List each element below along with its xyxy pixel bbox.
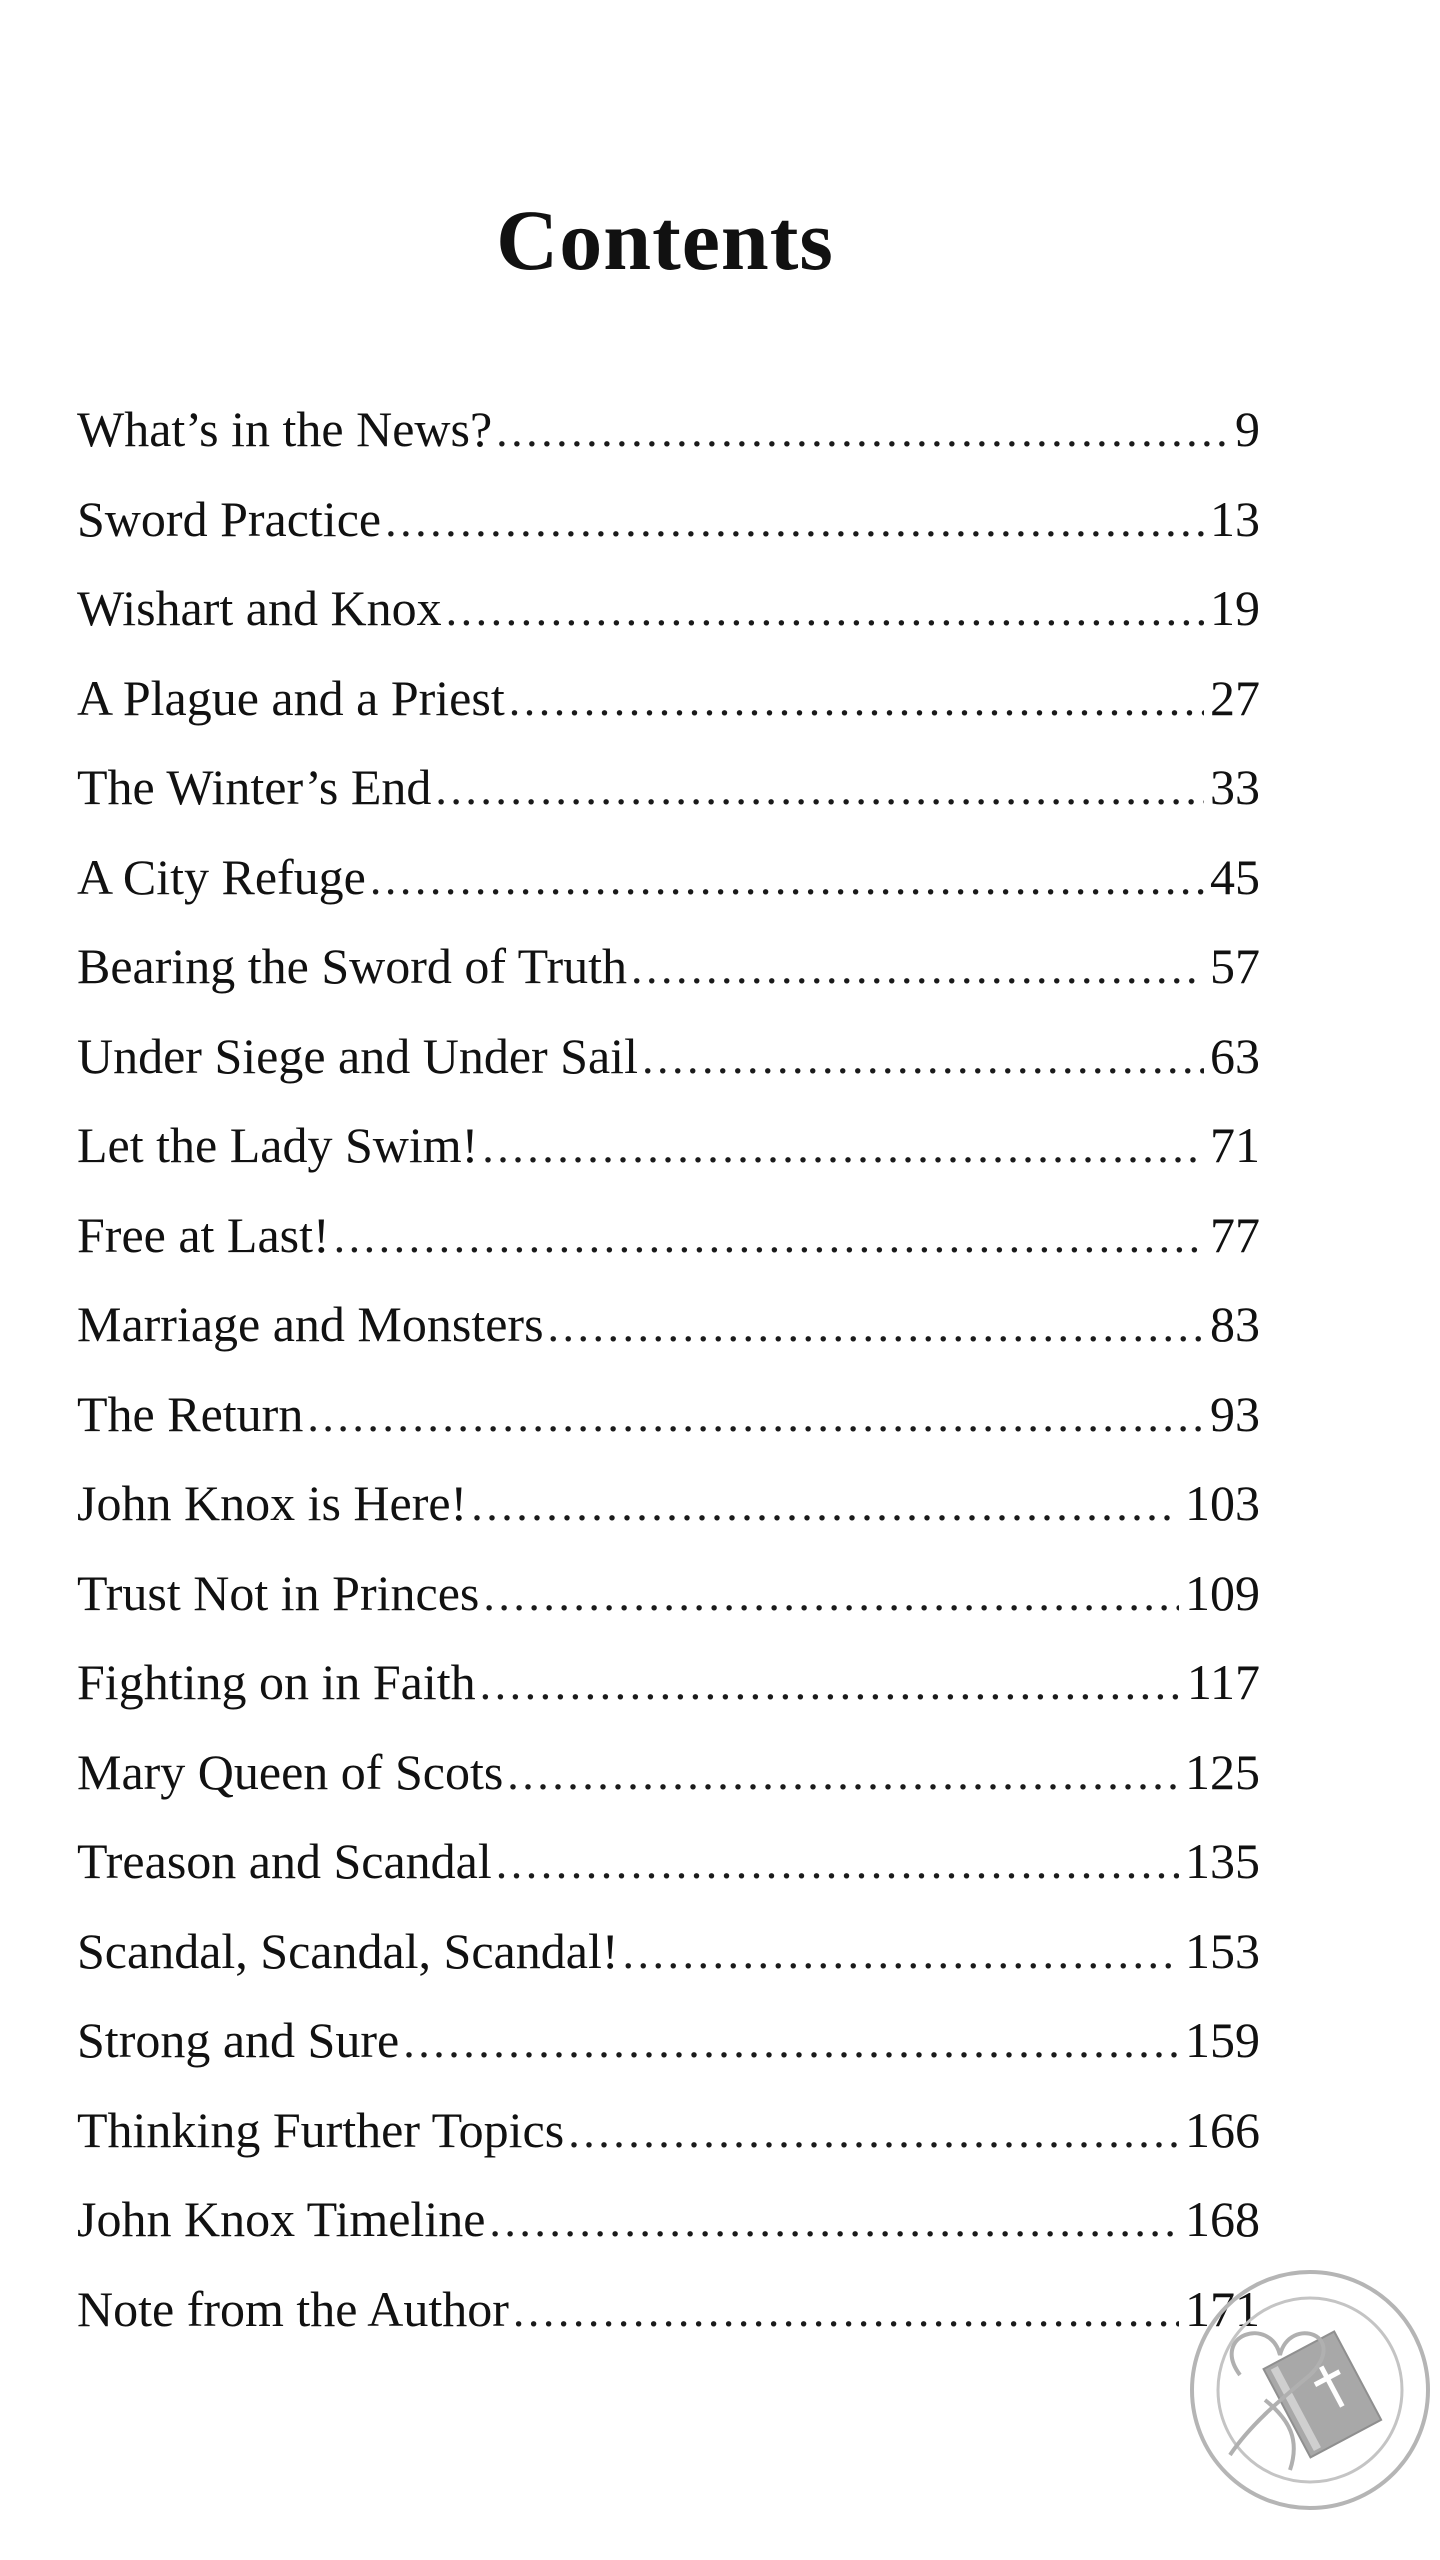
toc-entry xyxy=(77,2175,1260,2265)
dot-leader xyxy=(507,1729,1179,1819)
toc-entry-page: 27 xyxy=(1210,669,1260,726)
toc-entry xyxy=(77,1817,1260,1907)
toc-entry-title: Trust Not in Princes xyxy=(77,1564,480,1621)
dot-leader xyxy=(622,1908,1179,1998)
toc-entry-page: 168 xyxy=(1185,2191,1260,2247)
dot-leader xyxy=(483,1550,1179,1640)
toc-entry-page: 109 xyxy=(1185,1564,1260,1621)
dot-leader xyxy=(642,1013,1204,1103)
toc-entry-title: The Return xyxy=(77,1385,304,1442)
toc-entry-page: 45 xyxy=(1210,848,1260,905)
table-of-contents xyxy=(77,385,1260,2354)
toc-entry-page: 71 xyxy=(1210,1117,1260,1173)
dot-leader xyxy=(370,834,1204,924)
toc-entry-title: Fighting on in Faith xyxy=(77,1654,476,1710)
toc-entry-title: What’s in the News? xyxy=(77,401,493,457)
toc-entry-page: 9 xyxy=(1235,401,1260,457)
toc-entry-title: Bearing the Sword of Truth xyxy=(77,938,627,994)
toc-entry xyxy=(77,385,1260,475)
toc-entry-page: 83 xyxy=(1210,1296,1260,1352)
toc-entry xyxy=(77,1191,1260,1281)
toc-entry-page: 77 xyxy=(1210,1206,1260,1263)
dot-leader xyxy=(568,2087,1179,2177)
toc-entry-title: John Knox is Here! xyxy=(77,1475,468,1531)
dot-leader xyxy=(435,744,1204,834)
toc-entry-title: The Winter’s End xyxy=(77,759,432,815)
toc-entry xyxy=(77,1907,1260,1997)
toc-entry-page: 166 xyxy=(1185,2101,1260,2158)
dot-leader xyxy=(480,1639,1181,1729)
toc-entry-title: Treason and Scandal xyxy=(77,1833,492,1889)
toc-entry xyxy=(77,1012,1260,1102)
dot-leader xyxy=(334,1192,1204,1282)
toc-entry xyxy=(77,922,1260,1012)
toc-entry-title: A Plague and a Priest xyxy=(77,669,505,726)
toc-entry-page: 159 xyxy=(1185,2012,1260,2068)
toc-entry xyxy=(77,1996,1260,2086)
toc-entry xyxy=(77,1280,1260,1370)
dot-leader xyxy=(471,1460,1179,1550)
dot-leader xyxy=(482,1102,1204,1192)
toc-entry-page: 153 xyxy=(1185,1922,1260,1979)
dot-leader xyxy=(548,1281,1204,1371)
toc-entry-page: 125 xyxy=(1185,1743,1260,1800)
toc-entry-title: Sword Practice xyxy=(77,490,382,547)
toc-entry xyxy=(77,564,1260,654)
toc-entry-page: 117 xyxy=(1186,1654,1260,1710)
toc-entry-title: Free at Last! xyxy=(77,1206,330,1263)
toc-entry-page: 19 xyxy=(1210,580,1260,636)
dot-leader xyxy=(385,476,1204,566)
toc-entry xyxy=(77,833,1260,923)
toc-entry xyxy=(77,475,1260,565)
toc-entry-title: Scandal, Scandal, Scandal! xyxy=(77,1922,619,1979)
toc-entry xyxy=(77,654,1260,744)
toc-entry xyxy=(77,1549,1260,1639)
toc-entry xyxy=(77,1728,1260,1818)
dot-leader xyxy=(496,386,1229,476)
watermark-stamp-icon xyxy=(1170,2225,1440,2525)
toc-entry-title: Mary Queen of Scots xyxy=(77,1743,504,1800)
toc-entry-page: 103 xyxy=(1185,1475,1260,1531)
dot-leader xyxy=(513,2266,1179,2356)
toc-entry-title: John Knox Timeline xyxy=(77,2191,486,2247)
toc-entry xyxy=(77,2086,1260,2176)
toc-entry-page: 57 xyxy=(1210,938,1260,994)
toc-entry-title: A City Refuge xyxy=(77,848,366,905)
toc-entry-title: Let the Lady Swim! xyxy=(77,1117,479,1173)
toc-entry-title: Thinking Further Topics xyxy=(77,2101,565,2158)
toc-entry-page: 93 xyxy=(1210,1385,1260,1442)
toc-entry xyxy=(77,1370,1260,1460)
dot-leader xyxy=(509,655,1204,745)
toc-entry-page: 63 xyxy=(1210,1027,1260,1084)
toc-entry-page: 135 xyxy=(1185,1833,1260,1889)
dot-leader xyxy=(446,565,1204,655)
dot-leader xyxy=(496,1818,1179,1908)
toc-entry xyxy=(77,1638,1260,1728)
toc-entry-title: Strong and Sure xyxy=(77,2012,400,2068)
toc-entry xyxy=(77,2265,1260,2355)
toc-entry-title: Under Siege and Under Sail xyxy=(77,1027,638,1084)
toc-entry xyxy=(77,1101,1260,1191)
toc-entry-title: Marriage and Monsters xyxy=(77,1296,544,1352)
toc-entry-page: 13 xyxy=(1210,490,1260,547)
toc-entry-page: 171 xyxy=(1185,2280,1260,2337)
toc-entry xyxy=(77,1459,1260,1549)
dot-leader xyxy=(307,1371,1204,1461)
toc-entry-page: 33 xyxy=(1210,759,1260,815)
page-title: Contents xyxy=(496,192,834,288)
toc-entry xyxy=(77,743,1260,833)
dot-leader xyxy=(403,1997,1179,2087)
dot-leader xyxy=(631,923,1204,1013)
toc-entry-title: Wishart and Knox xyxy=(77,580,442,636)
dot-leader xyxy=(489,2176,1179,2266)
toc-entry-title: Note from the Author xyxy=(77,2280,509,2337)
